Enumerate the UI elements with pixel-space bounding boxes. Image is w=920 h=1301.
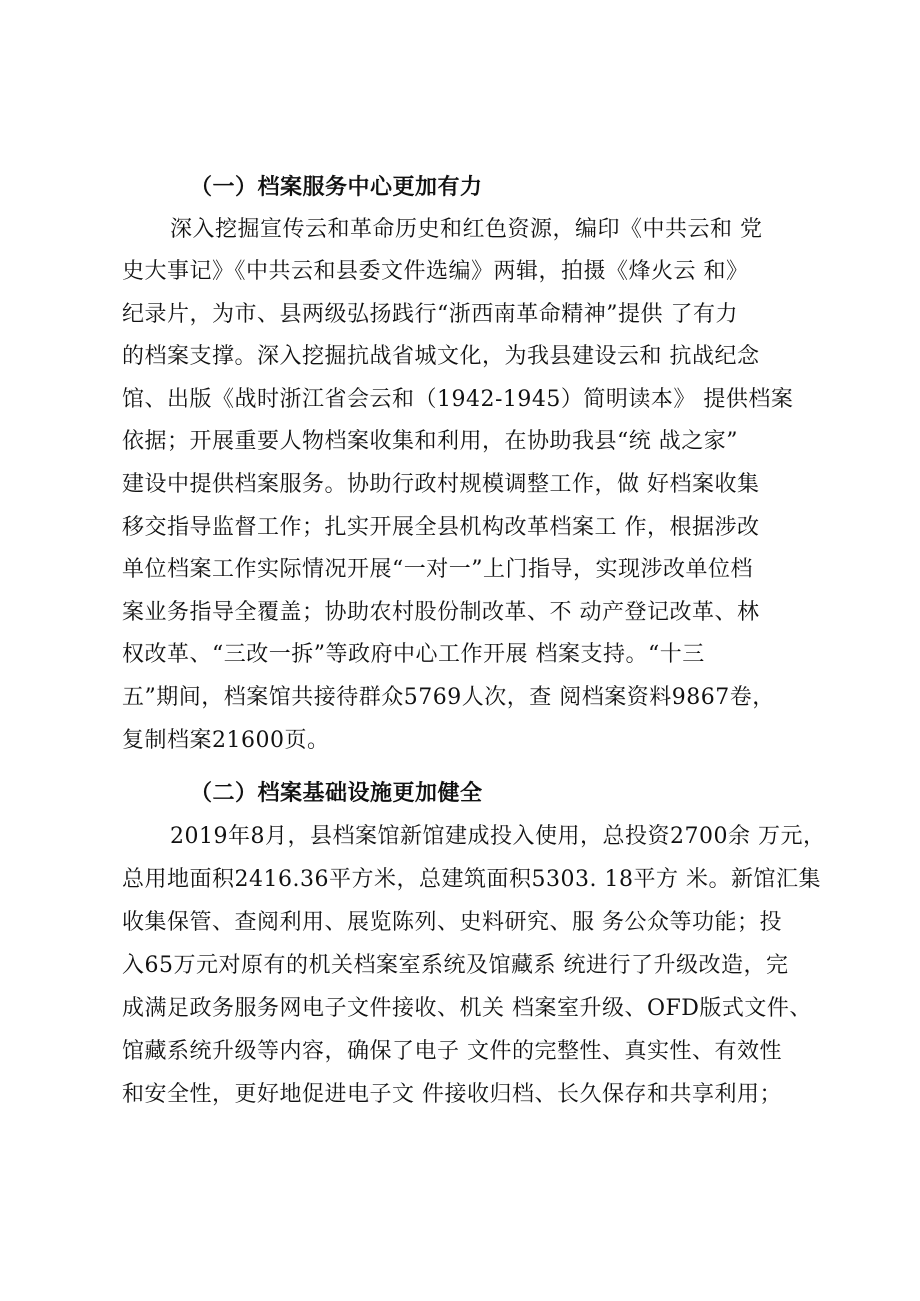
paragraph-line: 收集保管、查阅利用、展览陈列、史料研究、服 务公众等功能；投 <box>122 910 782 935</box>
paragraph-line: 成满足政务服务网电子文件接收、机关 档案室升级、OFD版式文件、 <box>122 996 812 1021</box>
paragraph-line: 权改革、“三改一拆”等政府中心工作开展 档案支持。“十三 <box>122 642 705 667</box>
paragraph-line: 依据；开展重要人物档案收集和利用，在协助我县“统 战之家” <box>122 429 738 454</box>
paragraph-line: 深入挖掘宣传云和革命历史和红色资源，编印《中共云和 党 <box>170 217 763 242</box>
paragraph-line: 馆藏系统升级等内容，确保了电子 文件的完整性、真实性、有效性 <box>122 1039 782 1064</box>
paragraph-line: 总用地面积2416.36平方米，总建筑面积5303. 18平方 米。新馆汇集 <box>122 867 821 892</box>
paragraph-line: 2019年8月，县档案馆新馆建成投入使用，总投资2700余 万元， <box>170 824 826 849</box>
paragraph-line: 馆、出版《战时浙江省会云和（1942-1945）简明读本》 提供档案 <box>122 387 794 412</box>
paragraph-line: 案业务指导全覆盖；协助农村股份制改革、不 动产登记改革、林 <box>122 600 760 625</box>
section-2-heading: （二）档案基础设施更加健全 <box>190 781 483 806</box>
paragraph-line: 史大事记》《中共云和县委文件选编》两辑，拍摄《烽火云 和》 <box>122 259 749 284</box>
paragraph-line: 入65万元对原有的机关档案室系统及馆藏系 统进行了升级改造，完 <box>122 953 789 978</box>
paragraph-line: 移交指导监督工作；扎实开展全县机构改革档案工 作，根据涉改 <box>122 515 760 540</box>
paragraph-line: 和安全性，更好地促进电子文 件接收归档、长久保存和共享利用； <box>122 1082 782 1107</box>
section-1-heading: （一）档案服务中心更加有力 <box>190 175 483 200</box>
paragraph-line: 纪录片，为市、县两级弘扬践行“浙西南革命精神”提供 了有力 <box>122 302 738 327</box>
paragraph-line: 单位档案工作实际情况开展“一对一”上门指导，实现涉改单位档 <box>122 557 753 582</box>
paragraph-line: 的档案支撑。深入挖掘抗战省城文化，为我县建设云和 抗战纪念 <box>122 344 760 369</box>
paragraph-line: 建设中提供档案服务。协助行政村规模调整工作，做 好档案收集 <box>122 472 760 497</box>
paragraph-line: 复制档案21600页。 <box>122 728 330 753</box>
paragraph-line: 五”期间，档案馆共接待群众5769人次，查 阅档案资料9867卷， <box>122 685 775 710</box>
